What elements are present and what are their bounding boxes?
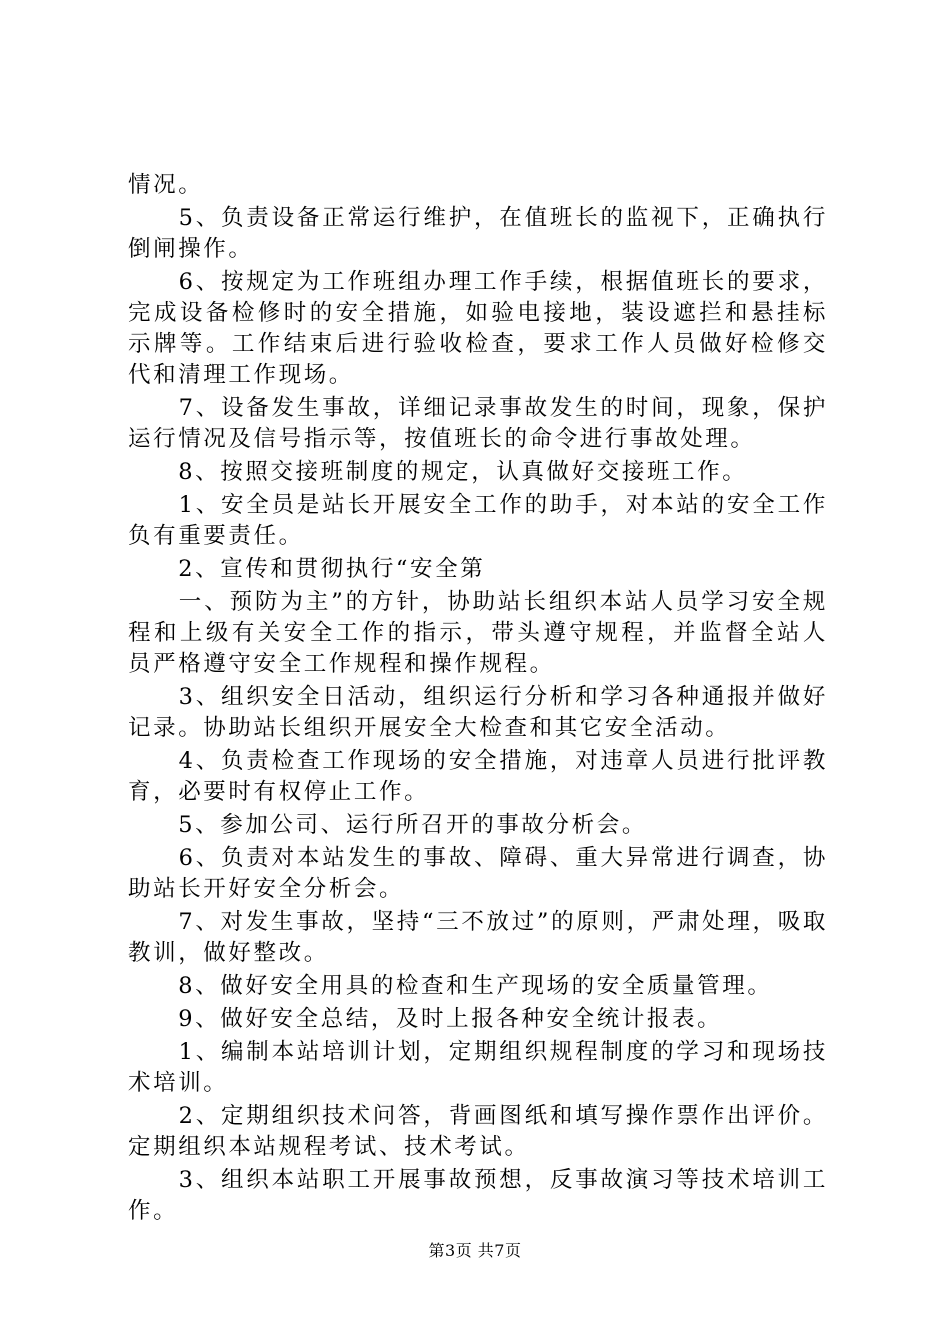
paragraph: 5、负责设备正常运行维护，在值班长的监视下，正确执行倒闸操作。 [128, 205, 828, 262]
paragraph: 3、组织本站职工开展事故预想，反事故演习等技术培训工作。 [128, 1167, 828, 1224]
paragraph: 2、宣传和贯彻执行“安全第 [128, 556, 486, 582]
paragraph: 3、组织安全日活动，组织运行分析和学习各种通报并做好记录。协助站长组织开展安全大检查和其它安全活动。 [128, 684, 828, 741]
paragraph: 6、按规定为工作班组办理工作手续，根据值班长的要求，完成设备检修时的安全措施，如验电接地，装设遮拦和悬挂标示牌等。工作结束后进行验收检查，要求工作人员做好检修交代和清理工作现场。 [128, 269, 828, 388]
paragraph: 9、做好安全总结，及时上报各种安全统计报表。 [128, 1006, 723, 1032]
paragraph: 6、负责对本站发生的事故、障碍、重大异常进行调查，协助站长开好安全分析会。 [128, 845, 828, 902]
paragraph: 8、做好安全用具的检查和生产现场的安全质量管理。 [128, 973, 773, 999]
page-number-footer: 第3页 共7页 [428, 1241, 522, 1260]
paragraph: 一、预防为主”的方针，协助站长组织本站人员学习安全规程和上级有关安全工作的指示，带头遵守规程，并监督全站人员严格遵守安全工作规程和操作规程。 [128, 589, 828, 677]
paragraph: 5、参加公司、运行所召开的事故分析会。 [128, 812, 647, 838]
document-body [128, 170, 828, 1229]
paragraph: 4、负责检查工作现场的安全措施，对违章人员进行批评教育，必要时有权停止工作。 [128, 748, 828, 805]
paragraph: 1、编制本站培训计划，定期组织规程制度的学习和现场技术培训。 [128, 1039, 828, 1096]
paragraph: 7、设备发生事故，详细记录事故发生的时间，现象，保护运行情况及信号指示等，按值班长的命令进行事故处理。 [128, 395, 828, 452]
paragraph: 7、对发生事故，坚持“三不放过”的原则，严肃处理，吸取教训，做好整改。 [128, 909, 828, 966]
paragraph: 2、定期组织技术问答，背画图纸和填写操作票作出评价。定期组织本站规程考试、技术考试。 [128, 1103, 828, 1160]
paragraph: 情况。 [128, 172, 204, 198]
paragraph: 1、安全员是站长开展安全工作的助手，对本站的安全工作负有重要责任。 [128, 492, 828, 549]
paragraph: 8、按照交接班制度的规定，认真做好交接班工作。 [128, 459, 748, 485]
